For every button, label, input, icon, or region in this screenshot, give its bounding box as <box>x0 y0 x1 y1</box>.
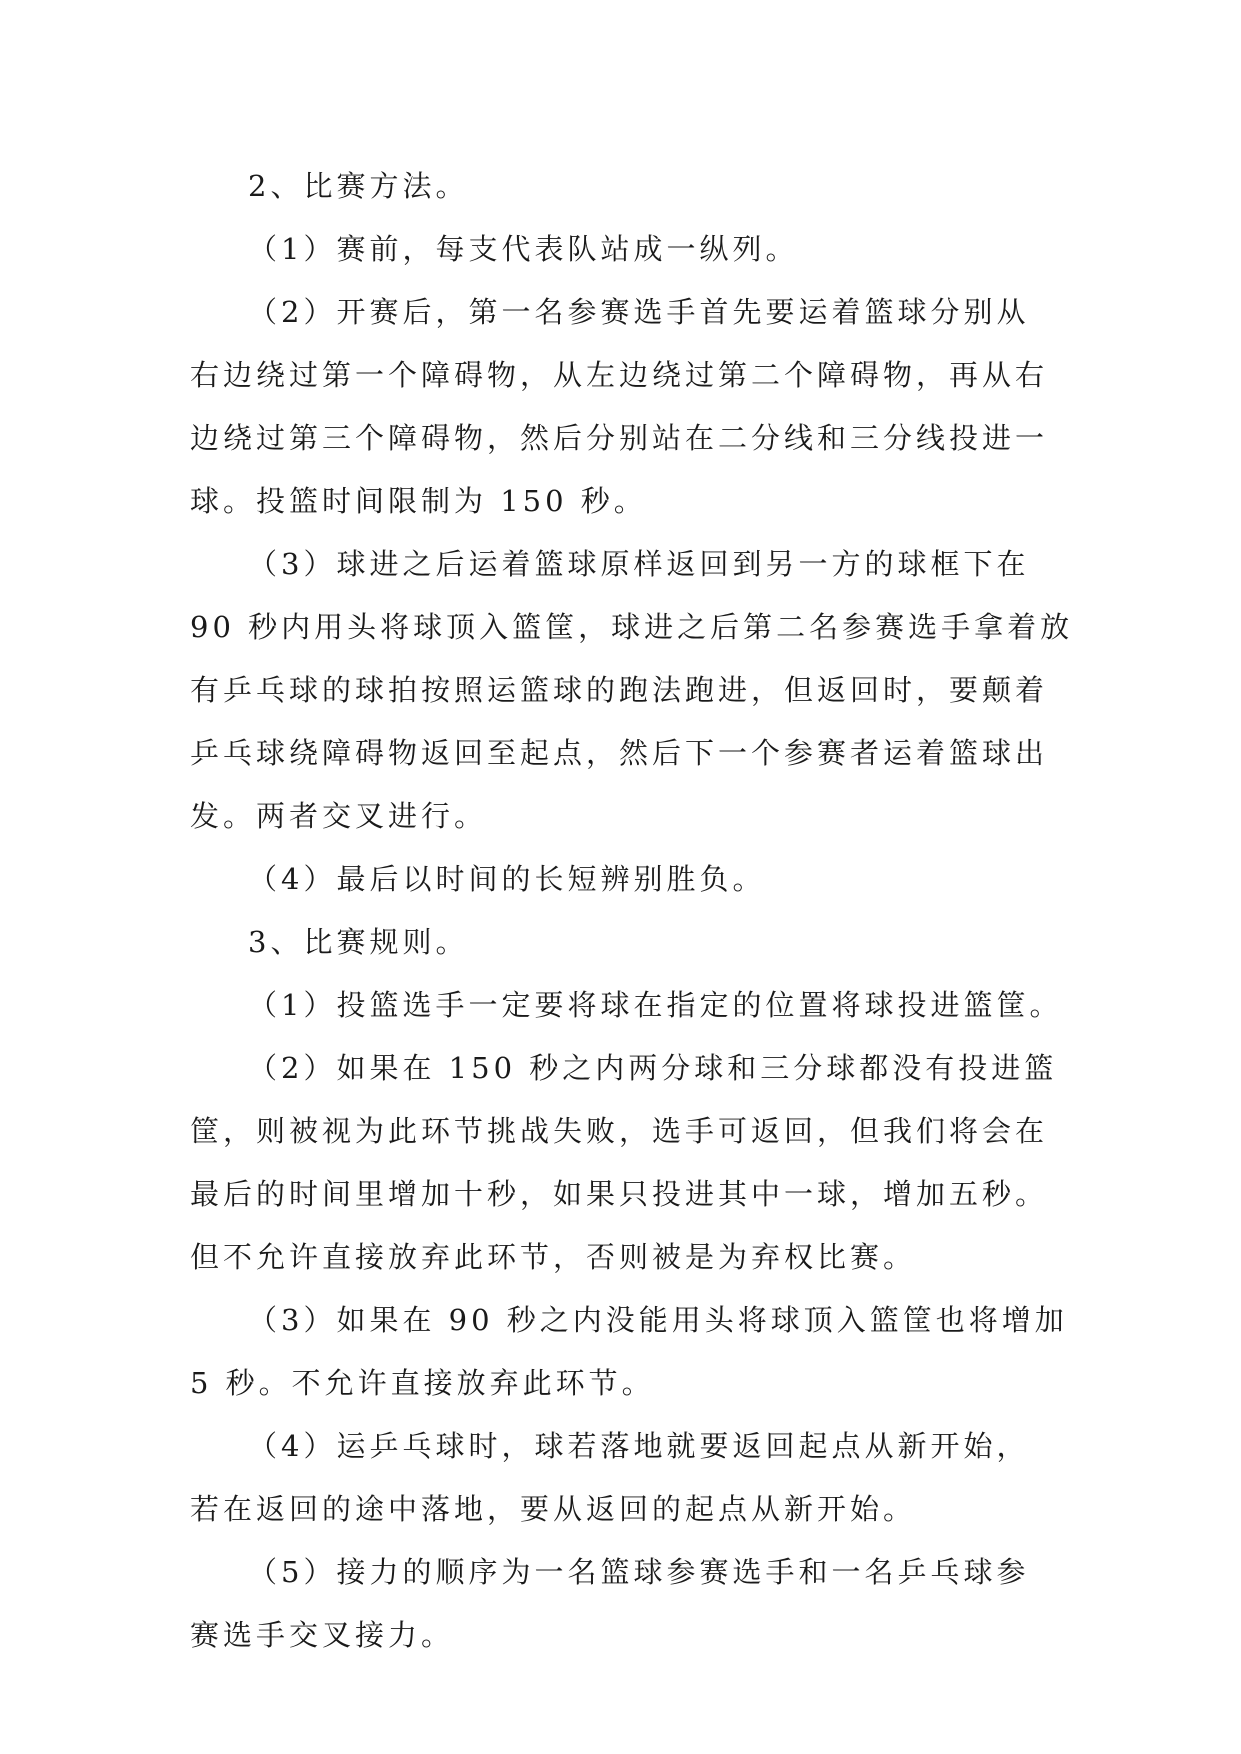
text-line: （4）最后以时间的长短辨别胜负。 <box>248 862 766 896</box>
text-line: 3、比赛规则。 <box>248 925 469 959</box>
text-line: 有乒乓球的球拍按照运篮球的跑法跑进，但返回时，要颠着 <box>190 673 1049 707</box>
text-line: 球。投篮时间限制为 150 秒。 <box>190 484 647 518</box>
text-line: 赛选手交叉接力。 <box>190 1618 455 1652</box>
text-line: （5）接力的顺序为一名篮球参赛选手和一名乒乓球参 <box>248 1555 1030 1589</box>
text-line: （3）如果在 90 秒之内没能用头将球顶入篮筐也将增加 <box>248 1303 1068 1337</box>
text-line: （1）投篮选手一定要将球在指定的位置将球投进篮筐。 <box>248 988 1063 1022</box>
text-line: 最后的时间里增加十秒，如果只投进其中一球，增加五秒。 <box>190 1177 1049 1211</box>
text-line: 右边绕过第一个障碍物，从左边绕过第二个障碍物，再从右 <box>190 358 1049 392</box>
text-line: 筐，则被视为此环节挑战失败，选手可返回，但我们将会在 <box>190 1114 1049 1148</box>
text-line: 5 秒。不允许直接放弃此环节。 <box>190 1366 655 1400</box>
text-line: （2）开赛后，第一名参赛选手首先要运着篮球分别从 <box>248 295 1030 329</box>
text-line: 发。两者交叉进行。 <box>190 799 488 833</box>
text-line: 边绕过第三个障碍物，然后分别站在二分线和三分线投进一 <box>190 421 1049 455</box>
text-line: 2、比赛方法。 <box>248 169 469 203</box>
text-line: （4）运乒乓球时，球若落地就要返回起点从新开始， <box>248 1429 1030 1463</box>
text-line: 若在返回的途中落地，要从返回的起点从新开始。 <box>190 1492 917 1526</box>
text-line: 但不允许直接放弃此环节，否则被是为弃权比赛。 <box>190 1240 917 1274</box>
document-body <box>190 155 1074 1667</box>
text-line: （1）赛前，每支代表队站成一纵列。 <box>248 232 799 266</box>
text-line: （3）球进之后运着篮球原样返回到另一方的球框下在 <box>248 547 1030 581</box>
text-line: （2）如果在 150 秒之内两分球和三分球都没有投进篮 <box>248 1051 1058 1085</box>
text-line: 乒乓球绕障碍物返回至起点，然后下一个参赛者运着篮球出 <box>190 736 1049 770</box>
text-line: 90 秒内用头将球顶入篮筐，球进之后第二名参赛选手拿着放 <box>190 610 1074 644</box>
